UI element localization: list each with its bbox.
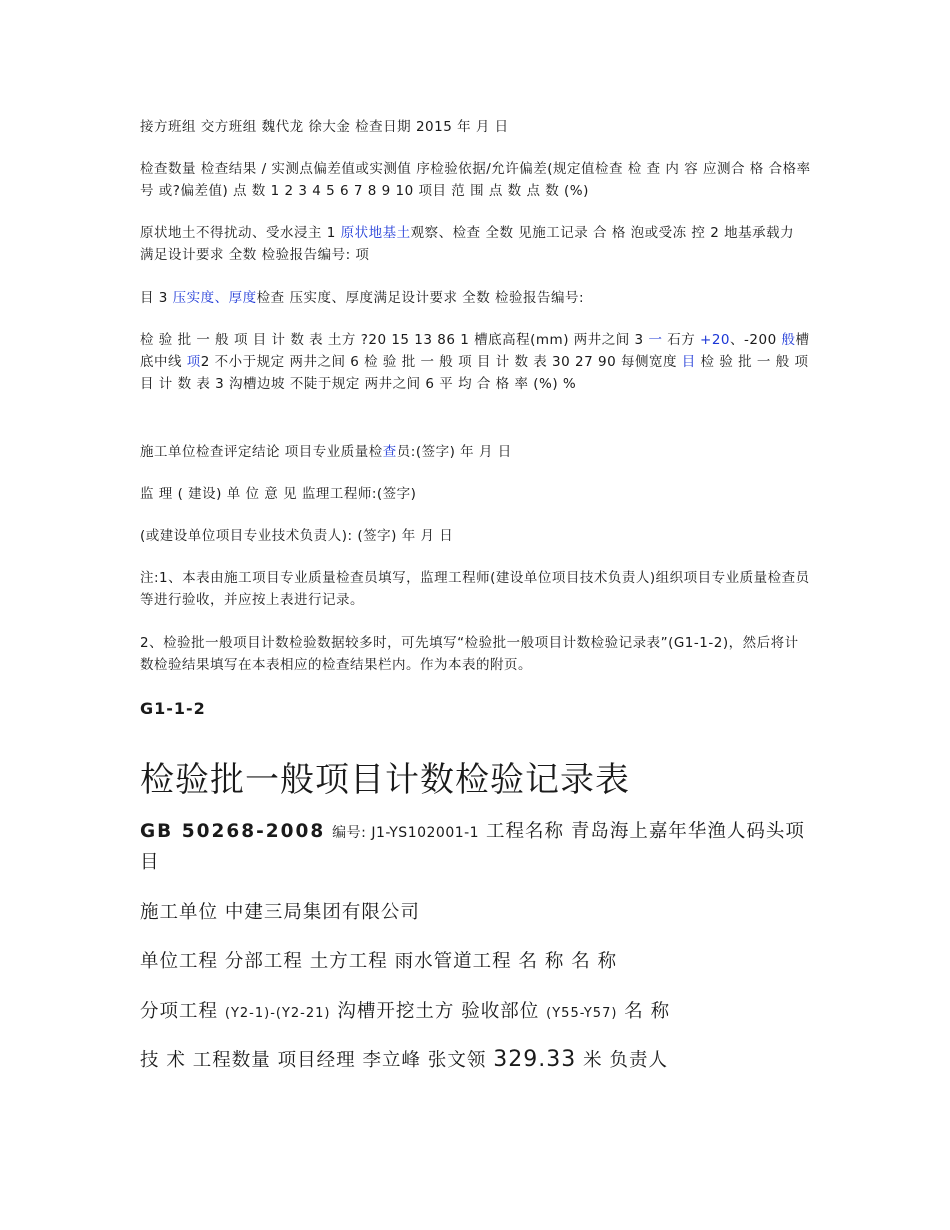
header-standard-row bbox=[140, 817, 812, 878]
text-segment: 2 不小于规定 两井之间 6 检 验 批 一 般 项 目 计 数 表 30 27 90 每侧宽度 bbox=[200, 354, 682, 370]
text-segment: 技 术 工程数量 项目经理 李立峰 张文领 bbox=[140, 1050, 494, 1071]
link-xiang[interactable]: 项 bbox=[186, 354, 201, 370]
page-title: 检验批一般项目计数检验记录表 bbox=[140, 760, 630, 800]
link-plus20[interactable]: +20 bbox=[700, 332, 731, 348]
compaction-line bbox=[140, 287, 812, 309]
text-segment: 原状地土不得扰动、受水浸主 1 bbox=[140, 225, 341, 241]
text-segment: 石方 bbox=[662, 332, 701, 348]
text-segment: 检 验 批 一 般 项 目 计 数 表 3 沟槽边坡 不陡于规定 两井之间 6 平 均 合 格 率 (%) % bbox=[140, 354, 809, 392]
text-segment: 、-200 bbox=[730, 332, 782, 348]
note-2: 2、检验批一般项目计数检验数据较多时，可先填写“检验批一般项目计数检验记录表”(G1-1-2)，然后将计数检验结果填写在本表相应的检查结果栏内。作为本表的附页。 bbox=[140, 635, 799, 673]
supervisor-opinion-line: 监 理 ( 建设) 单 位 意 见 监理工程师:(签字) bbox=[140, 486, 417, 502]
text-segment: 员:(签字) 年 月 日 bbox=[396, 444, 512, 460]
text-segment: 分项工程 bbox=[140, 1001, 225, 1022]
project-name: 工程名称 青岛海上嘉年华渔人码头项目 bbox=[140, 821, 805, 873]
number-label: 编号: J1-YS102001-1 bbox=[332, 825, 480, 841]
table-header-text: 检查数量 检查结果 / 实测点偏差值或实测值 序检验依据/允许偏差(规定值检查 检 查 内 容 应测合 格 合格率 号 或?偏差值) 点 数 1 2 3 4 5 6 7 8 9 10 项目 范 围 点 数 点 数 (%) bbox=[140, 161, 811, 199]
construction-unit-row: 施工单位 中建三局集团有限公司 bbox=[140, 902, 420, 923]
subitem-row bbox=[140, 997, 812, 1029]
form-code: G1-1-2 bbox=[140, 699, 206, 718]
acceptance-part-code: (Y55-Y57) bbox=[546, 1006, 618, 1021]
link-mu[interactable]: 目 bbox=[681, 354, 696, 370]
quantity-value: 329.33 bbox=[493, 1047, 577, 1072]
standard-code: GB 50268-2008 bbox=[140, 821, 326, 842]
main-control-items-text bbox=[140, 222, 812, 266]
text-segment: 沟槽开挖土方 验收部位 bbox=[330, 1001, 547, 1022]
text-segment: 米 负责人 bbox=[576, 1050, 669, 1071]
text-separator: 、 bbox=[214, 290, 229, 306]
link-ban[interactable]: 般 bbox=[781, 332, 796, 348]
note-1: 注:1、本表由施工项目专业质量检查员填写，监理工程师(建设单位项目技术负责人)组织项目专业质量检查员等进行验收，并应按上表进行记录。 bbox=[140, 570, 810, 608]
text-segment: 目 3 bbox=[140, 290, 173, 306]
project-division-row: 单位工程 分部工程 土方工程 雨水管道工程 名 称 名 称 bbox=[140, 951, 618, 972]
inspection-info-line: 接方班组 交方班组 魏代龙 徐大金 检查日期 2015 年 月 日 bbox=[140, 119, 509, 135]
quantity-row bbox=[140, 1045, 812, 1076]
text-segment: 名 称 bbox=[617, 1001, 671, 1022]
range-code: (Y2-1)-(Y2-21) bbox=[224, 1006, 331, 1021]
link-yi[interactable]: 一 bbox=[648, 332, 663, 348]
text-segment: 槽底中线 bbox=[140, 332, 810, 370]
link-original-soil[interactable]: 原状地基土 bbox=[340, 225, 411, 241]
text-segment: 观察、检查 全数 见施工记录 合 格 泡或受冻 控 2 地基承载力 满足设计要求 全数 检验报告编号: 项 bbox=[140, 225, 795, 263]
text-segment: 施工单位检查评定结论 项目专业质量检 bbox=[140, 444, 383, 460]
contractor-conclusion-line bbox=[140, 441, 812, 463]
link-cha[interactable]: 查 bbox=[382, 444, 397, 460]
link-compaction[interactable]: 压实度 bbox=[172, 290, 215, 306]
link-thickness[interactable]: 厚度 bbox=[228, 290, 257, 306]
owner-signature-line: (或建设单位项目专业技术负责人): (签字) 年 月 日 bbox=[140, 528, 454, 544]
general-items-text bbox=[140, 329, 812, 395]
text-segment: 检 验 批 一 般 项 目 计 数 表 土方 ?20 15 13 86 1 槽底高程(mm) 两井之间 3 bbox=[140, 332, 649, 348]
text-segment: 检查 压实度、厚度满足设计要求 全数 检验报告编号: bbox=[256, 290, 585, 306]
